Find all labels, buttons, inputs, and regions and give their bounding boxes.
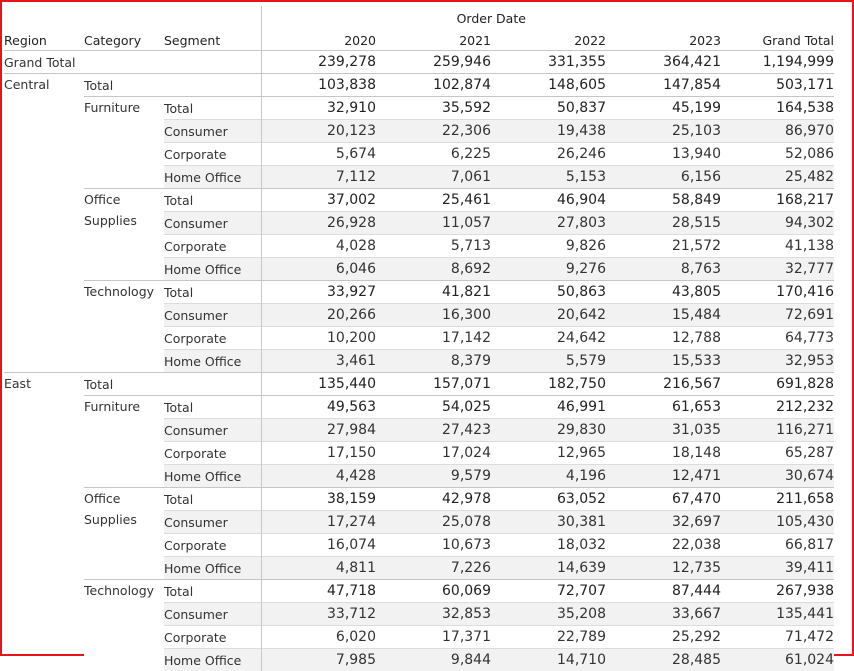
category-label[interactable]: Office Supplies [84,488,164,580]
value-cell[interactable]: 66,817 [721,534,834,557]
value-cell[interactable]: 47,718 [261,580,376,603]
value-cell[interactable]: 8,379 [376,350,491,373]
value-cell[interactable]: 20,123 [261,120,376,143]
value-cell[interactable]: 94,302 [721,212,834,235]
value-cell[interactable]: 29,830 [491,419,606,442]
value-cell[interactable]: 86,970 [721,120,834,143]
value-cell[interactable]: 17,142 [376,327,491,350]
value-cell[interactable]: 135,441 [721,603,834,626]
value-cell[interactable]: 7,985 [261,649,376,671]
value-cell[interactable]: 32,777 [721,258,834,281]
grand-total-cell[interactable]: 331,355 [491,51,606,74]
value-cell[interactable]: 33,927 [261,281,376,304]
value-cell[interactable]: 7,112 [261,166,376,189]
value-cell[interactable]: 18,148 [606,442,721,465]
value-cell[interactable]: 45,199 [606,97,721,120]
value-cell[interactable]: 18,032 [491,534,606,557]
value-cell[interactable]: 25,292 [606,626,721,649]
value-cell[interactable]: 61,024 [721,649,834,671]
value-cell[interactable]: 17,371 [376,626,491,649]
value-cell[interactable]: 38,159 [261,488,376,511]
value-cell[interactable]: 5,153 [491,166,606,189]
value-cell[interactable]: 5,674 [261,143,376,166]
segment-label[interactable]: Consumer [164,212,261,235]
value-cell[interactable]: 216,567 [606,373,721,396]
region-column-header[interactable]: Region [4,30,84,51]
value-cell[interactable]: 30,381 [491,511,606,534]
year-header-2023[interactable]: 2023 [606,30,721,51]
value-cell[interactable]: 20,266 [261,304,376,327]
segment-label[interactable]: Corporate [164,534,261,557]
value-cell[interactable]: 22,306 [376,120,491,143]
region-label[interactable]: Central [4,74,84,373]
value-cell[interactable]: 25,461 [376,189,491,212]
year-header-2020[interactable]: 2020 [261,30,376,51]
order-date-header[interactable]: Order Date [261,6,721,30]
value-cell[interactable]: 267,938 [721,580,834,603]
value-cell[interactable]: 49,563 [261,396,376,419]
grand-total-column-header[interactable]: Grand Total [721,30,834,51]
segment-label[interactable]: Consumer [164,304,261,327]
header-spacer [4,6,84,30]
category-total-label: Total [164,281,261,304]
grand-total-cell[interactable]: 259,946 [376,51,491,74]
region-total-label: Total [84,373,261,396]
value-cell[interactable]: 4,811 [261,557,376,580]
value-cell[interactable]: 3,461 [261,350,376,373]
value-cell[interactable]: 46,991 [491,396,606,419]
value-cell[interactable]: 9,276 [491,258,606,281]
value-cell[interactable]: 11,057 [376,212,491,235]
value-cell[interactable]: 147,854 [606,74,721,97]
value-cell[interactable]: 6,156 [606,166,721,189]
value-cell[interactable]: 41,138 [721,235,834,258]
segment-label[interactable]: Home Office [164,258,261,281]
grand-total-cell[interactable]: 239,278 [261,51,376,74]
value-cell[interactable]: 691,828 [721,373,834,396]
value-cell[interactable]: 12,965 [491,442,606,465]
value-cell[interactable]: 6,046 [261,258,376,281]
segment-label[interactable]: Consumer [164,120,261,143]
value-cell[interactable]: 27,803 [491,212,606,235]
segment-label[interactable]: Corporate [164,442,261,465]
value-cell[interactable]: 21,572 [606,235,721,258]
value-cell[interactable]: 22,789 [491,626,606,649]
value-cell[interactable]: 164,538 [721,97,834,120]
value-cell[interactable]: 72,707 [491,580,606,603]
value-cell[interactable]: 32,697 [606,511,721,534]
category-label[interactable]: Furniture [84,97,164,189]
value-cell[interactable]: 12,788 [606,327,721,350]
value-cell[interactable]: 12,471 [606,465,721,488]
segment-label[interactable]: Corporate [164,143,261,166]
value-cell[interactable]: 61,653 [606,396,721,419]
value-cell[interactable]: 16,074 [261,534,376,557]
value-cell[interactable]: 103,838 [261,74,376,97]
value-cell[interactable]: 46,904 [491,189,606,212]
value-cell[interactable]: 168,217 [721,189,834,212]
value-cell[interactable]: 30,674 [721,465,834,488]
value-cell[interactable]: 14,710 [491,649,606,671]
value-cell[interactable]: 17,024 [376,442,491,465]
category-label[interactable]: Office Supplies [84,189,164,281]
value-cell[interactable]: 211,658 [721,488,834,511]
grand-total-cell[interactable]: 364,421 [606,51,721,74]
value-cell[interactable]: 4,428 [261,465,376,488]
value-cell[interactable]: 72,691 [721,304,834,327]
category-label[interactable]: Technology [84,281,164,373]
value-cell[interactable]: 28,485 [606,649,721,671]
category-label[interactable]: Technology [84,580,164,671]
value-cell[interactable]: 25,482 [721,166,834,189]
segment-label[interactable]: Home Office [164,166,261,189]
value-cell[interactable]: 170,416 [721,281,834,304]
value-cell[interactable]: 4,028 [261,235,376,258]
value-cell[interactable]: 9,826 [491,235,606,258]
value-cell[interactable]: 13,940 [606,143,721,166]
category-column-header[interactable]: Category [84,30,164,51]
value-cell[interactable]: 102,874 [376,74,491,97]
value-cell[interactable]: 20,642 [491,304,606,327]
value-cell[interactable]: 148,605 [491,74,606,97]
value-cell[interactable]: 25,078 [376,511,491,534]
value-cell[interactable]: 27,984 [261,419,376,442]
value-cell[interactable]: 58,849 [606,189,721,212]
value-cell[interactable]: 4,196 [491,465,606,488]
year-header-2021[interactable]: 2021 [376,30,491,51]
category-total-label: Total [164,580,261,603]
value-cell[interactable]: 16,300 [376,304,491,327]
category-label[interactable]: Furniture [84,396,164,488]
value-cell[interactable]: 105,430 [721,511,834,534]
value-cell[interactable]: 157,071 [376,373,491,396]
value-cell[interactable]: 14,639 [491,557,606,580]
value-cell[interactable]: 60,069 [376,580,491,603]
value-cell[interactable]: 135,440 [261,373,376,396]
value-cell[interactable]: 7,226 [376,557,491,580]
value-cell[interactable]: 116,271 [721,419,834,442]
value-cell[interactable]: 64,773 [721,327,834,350]
value-cell[interactable]: 8,692 [376,258,491,281]
value-cell[interactable]: 9,844 [376,649,491,671]
value-cell[interactable]: 71,472 [721,626,834,649]
value-cell[interactable]: 32,910 [261,97,376,120]
header-spacer [84,6,164,30]
value-cell[interactable]: 5,713 [376,235,491,258]
value-cell[interactable]: 10,673 [376,534,491,557]
value-cell[interactable]: 212,232 [721,396,834,419]
value-cell[interactable]: 12,735 [606,557,721,580]
value-cell[interactable]: 17,150 [261,442,376,465]
value-cell[interactable]: 87,444 [606,580,721,603]
segment-label[interactable]: Home Office [164,649,261,671]
segment-label[interactable]: Home Office [164,465,261,488]
value-cell[interactable]: 65,287 [721,442,834,465]
value-cell[interactable]: 43,805 [606,281,721,304]
segment-label[interactable]: Corporate [164,327,261,350]
value-cell[interactable]: 8,763 [606,258,721,281]
value-cell[interactable]: 39,411 [721,557,834,580]
value-cell[interactable]: 15,533 [606,350,721,373]
segment-label[interactable]: Corporate [164,235,261,258]
category-total-label: Total [164,396,261,419]
value-cell[interactable]: 50,863 [491,281,606,304]
value-cell[interactable]: 26,928 [261,212,376,235]
value-cell[interactable]: 32,853 [376,603,491,626]
value-cell[interactable]: 67,470 [606,488,721,511]
region-total-label: Total [84,74,261,97]
value-cell[interactable]: 9,579 [376,465,491,488]
value-cell[interactable]: 37,002 [261,189,376,212]
header-spacer [164,6,261,30]
value-cell[interactable]: 17,274 [261,511,376,534]
value-cell[interactable]: 63,052 [491,488,606,511]
category-total-label: Total [164,488,261,511]
value-cell[interactable]: 6,020 [261,626,376,649]
value-cell[interactable]: 5,579 [491,350,606,373]
value-cell[interactable]: 33,667 [606,603,721,626]
value-cell[interactable]: 27,423 [376,419,491,442]
category-total-label: Total [164,97,261,120]
value-cell[interactable]: 503,171 [721,74,834,97]
value-cell[interactable]: 19,438 [491,120,606,143]
value-cell[interactable]: 7,061 [376,166,491,189]
grand-total-row-label: Grand Total [4,51,261,74]
segment-label[interactable]: Consumer [164,419,261,442]
value-cell[interactable]: 25,103 [606,120,721,143]
value-cell[interactable]: 6,225 [376,143,491,166]
segment-label[interactable]: Home Office [164,557,261,580]
category-total-label: Total [164,189,261,212]
value-cell[interactable]: 33,712 [261,603,376,626]
crosstab-table [4,6,834,671]
value-cell[interactable]: 41,821 [376,281,491,304]
value-cell[interactable]: 10,200 [261,327,376,350]
region-label[interactable]: East [4,373,84,671]
value-cell[interactable]: 50,837 [491,97,606,120]
value-cell[interactable]: 28,515 [606,212,721,235]
header-spacer [721,6,834,30]
segment-label[interactable]: Consumer [164,603,261,626]
value-cell[interactable]: 22,038 [606,534,721,557]
value-cell[interactable]: 26,246 [491,143,606,166]
value-cell[interactable]: 35,592 [376,97,491,120]
value-cell[interactable]: 52,086 [721,143,834,166]
segment-label[interactable]: Home Office [164,350,261,373]
grand-total-cell[interactable]: 1,194,999 [721,51,834,74]
value-cell[interactable]: 42,978 [376,488,491,511]
segment-label[interactable]: Corporate [164,626,261,649]
value-cell[interactable]: 24,642 [491,327,606,350]
value-cell[interactable]: 15,484 [606,304,721,327]
value-cell[interactable]: 54,025 [376,396,491,419]
value-cell[interactable]: 35,208 [491,603,606,626]
segment-label[interactable]: Consumer [164,511,261,534]
segment-column-header[interactable]: Segment [164,30,261,51]
year-header-2022[interactable]: 2022 [491,30,606,51]
value-cell[interactable]: 32,953 [721,350,834,373]
value-cell[interactable]: 31,035 [606,419,721,442]
value-cell[interactable]: 182,750 [491,373,606,396]
